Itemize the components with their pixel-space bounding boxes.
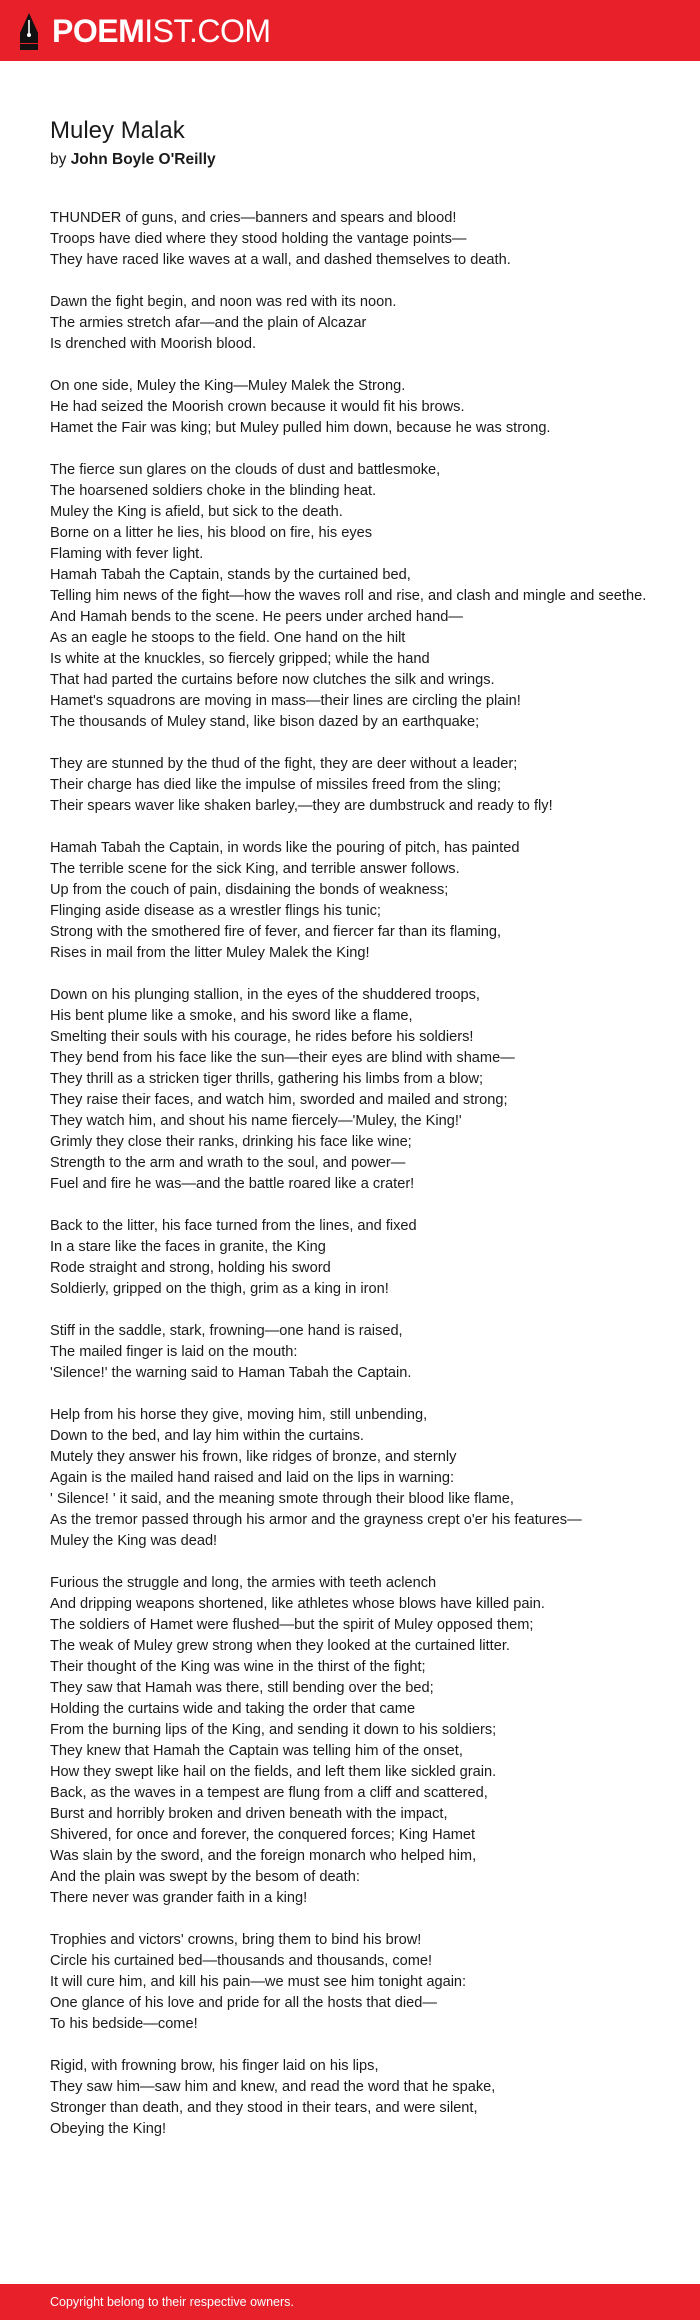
poem-title: Muley Malak <box>50 117 185 144</box>
poem-line: And the plain was swept by the besom of death: <box>50 1869 360 1885</box>
poem-line: That had parted the curtains before now clutches the silk and wrings. <box>50 672 495 688</box>
poem-line: On one side, Muley the King—Muley Malek the Strong. <box>50 378 406 394</box>
poem-stanza <box>50 376 670 439</box>
poem-line: Burst and horribly broken and driven beneath with the impact, <box>50 1806 448 1822</box>
poem-line: Stronger than death, and they stood in their tears, and were silent, <box>50 2100 478 2116</box>
poem-stanza <box>50 2056 670 2140</box>
poem-line: As an eagle he stoops to the field. One hand on the hilt <box>50 630 406 646</box>
poem-line: Borne on a litter he lies, his blood on fire, his eyes <box>50 525 373 541</box>
poem-line: Hamah Tabah the Captain, stands by the curtained bed, <box>50 567 411 583</box>
byline-prefix: by <box>50 151 67 168</box>
poem-line: Is drenched with Moorish blood. <box>50 336 257 352</box>
poem-stanza <box>50 208 670 271</box>
poem-line: They have raced like waves at a wall, and dashed themselves to death. <box>50 252 511 268</box>
poem-line: Was slain by the sword, and the foreign monarch who helped him, <box>50 1848 477 1864</box>
poem-line: Hamah Tabah the Captain, in words like the pouring of pitch, has painted <box>50 840 520 856</box>
poem-line: They knew that Hamah the Captain was telling him of the onset, <box>50 1743 463 1759</box>
poem-stanza <box>50 1930 670 2035</box>
poem-line: The hoarsened soldiers choke in the blinding heat. <box>50 483 377 499</box>
poem-stanza <box>50 985 670 1195</box>
poem-line: In a stare like the faces in granite, the King <box>50 1239 326 1255</box>
poem-line: Is white at the knuckles, so fiercely gripped; while the hand <box>50 651 430 667</box>
poem-line: Trophies and victors' crowns, bring them to bind his brow! <box>50 1932 422 1948</box>
poem-line: As the tremor passed through his armor and the grayness crept o'er his features— <box>50 1512 582 1528</box>
poem-line: Shivered, for once and forever, the conquered forces; King Hamet <box>50 1827 476 1843</box>
poem-line: They watch him, and shout his name fiercely—'Muley, the King!' <box>50 1113 462 1129</box>
site-logo-text <box>52 11 271 51</box>
poem-line: Mutely they answer his frown, like ridges of bronze, and sternly <box>50 1449 457 1465</box>
poem-line: It will cure him, and kill his pain—we must see him tonight again: <box>50 1974 467 1990</box>
poem-line: Telling him news of the fight—how the waves roll and rise, and clash and mingle and seethe. <box>50 588 647 604</box>
poem-line: Down to the bed, and lay him within the curtains. <box>50 1428 364 1444</box>
poem-stanza <box>50 1405 670 1552</box>
poem-line: THUNDER of guns, and cries—banners and spears and blood! <box>50 210 457 226</box>
poem-line: Rises in mail from the litter Muley Malek the King! <box>50 945 370 961</box>
pen-nib-icon <box>17 11 41 51</box>
poem-line: And dripping weapons shortened, like athletes whose blows have killed pain. <box>50 1596 545 1612</box>
poem-line: He had seized the Moorish crown because it would fit his brows. <box>50 399 465 415</box>
footer-copyright: Copyright belong to their respective owners. <box>50 2295 294 2309</box>
poem-line: The fierce sun glares on the clouds of dust and battlesmoke, <box>50 462 441 478</box>
poem-line: Strength to the arm and wrath to the soul, and power— <box>50 1155 406 1171</box>
poem-line: Again is the mailed hand raised and laid on the lips in warning: <box>50 1470 455 1486</box>
poem-line: Muley the King is afield, but sick to the death. <box>50 504 343 520</box>
logo-bold-text: POEM <box>52 13 145 49</box>
poem-line: Rigid, with frowning brow, his finger laid on his lips, <box>50 2058 379 2074</box>
poem-line: The armies stretch afar—and the plain of Alcazar <box>50 315 367 331</box>
poem-content <box>50 116 670 2161</box>
site-logo[interactable] <box>17 11 271 51</box>
poem-line: 'Silence!' the warning said to Haman Tabah the Captain. <box>50 1365 412 1381</box>
poem-line: Their thought of the King was wine in the thirst of the fight; <box>50 1659 426 1675</box>
poem-line: Hamet's squadrons are moving in mass—their lines are circling the plain! <box>50 693 521 709</box>
footer-bar <box>0 2284 700 2320</box>
poem-line: The mailed finger is laid on the mouth: <box>50 1344 298 1360</box>
poem-stanza <box>50 1321 670 1384</box>
logo-light-text: IST.COM <box>144 13 271 49</box>
poem-line: And Hamah bends to the scene. He peers under arched hand— <box>50 609 463 625</box>
poem-line: Back to the litter, his face turned from the lines, and fixed <box>50 1218 417 1234</box>
poem-line: There never was grander faith in a king! <box>50 1890 308 1906</box>
poem-line: Hamet the Fair was king; but Muley pulled him down, because he was strong. <box>50 420 551 436</box>
poem-line: The thousands of Muley stand, like bison dazed by an earthquake; <box>50 714 480 730</box>
poem-line: Their spears waver like shaken barley,—they are dumbstruck and ready to fly! <box>50 798 553 814</box>
poem-line: Back, as the waves in a tempest are flung from a cliff and scattered, <box>50 1785 488 1801</box>
poem-line: Rode straight and strong, holding his sword <box>50 1260 331 1276</box>
poem-stanza <box>50 460 670 733</box>
poem-line: Troops have died where they stood holding the vantage points— <box>50 231 467 247</box>
poem-line: His bent plume like a smoke, and his sword like a flame, <box>50 1008 413 1024</box>
poem-stanza <box>50 1573 670 1909</box>
poem-line: The terrible scene for the sick King, and terrible answer follows. <box>50 861 460 877</box>
poem-line: Stiff in the saddle, stark, frowning—one hand is raised, <box>50 1323 403 1339</box>
poem-line: Flinging aside disease as a wrestler flings his tunic; <box>50 903 381 919</box>
poem-line: They are stunned by the thud of the fight, they are deer without a leader; <box>50 756 518 772</box>
poem-line: How they swept like hail on the fields, and left them like sickled grain. <box>50 1764 497 1780</box>
poem-line: Flaming with fever light. <box>50 546 204 562</box>
poem-line: Furious the struggle and long, the armies with teeth aclench <box>50 1575 437 1591</box>
poem-stanza <box>50 838 670 964</box>
poem-stanza <box>50 292 670 355</box>
poem-line: One glance of his love and pride for all the hosts that died— <box>50 1995 437 2011</box>
poem-line: They thrill as a stricken tiger thrills, gathering his limbs from a blow; <box>50 1071 484 1087</box>
poem-line: Obeying the King! <box>50 2121 167 2137</box>
poem-line: ' Silence! ' it said, and the meaning smote through their blood like flame, <box>50 1491 514 1507</box>
poem-line: They bend from his face like the sun—their eyes are blind with shame— <box>50 1050 515 1066</box>
poem-line: Fuel and fire he was—and the battle roared like a crater! <box>50 1176 415 1192</box>
top-header-bar <box>0 0 700 61</box>
poem-byline <box>50 150 670 170</box>
poem-line: Their charge has died like the impulse of missiles freed from the sling; <box>50 777 501 793</box>
poem-line: Strong with the smothered fire of fever, and fiercer far than its flaming, <box>50 924 502 940</box>
poem-stanza <box>50 754 670 817</box>
poem-line: They raise their faces, and watch him, sworded and mailed and strong; <box>50 1092 508 1108</box>
poem-line: Down on his plunging stallion, in the eyes of the shuddered troops, <box>50 987 480 1003</box>
poem-line: Up from the couch of pain, disdaining the bonds of weakness; <box>50 882 449 898</box>
poem-line: Smelting their souls with his courage, he rides before his soldiers! <box>50 1029 474 1045</box>
poem-line: The weak of Muley grew strong when they looked at the curtained litter. <box>50 1638 510 1654</box>
poem-line: From the burning lips of the King, and sending it down to his soldiers; <box>50 1722 497 1738</box>
poem-body <box>50 208 670 2140</box>
poem-author[interactable]: John Boyle O'Reilly <box>70 151 216 168</box>
poem-line: Grimly they close their ranks, drinking his face like wine; <box>50 1134 412 1150</box>
poem-line: Muley the King was dead! <box>50 1533 218 1549</box>
poem-line: Dawn the fight begin, and noon was red with its noon. <box>50 294 397 310</box>
poem-line: Circle his curtained bed—thousands and thousands, come! <box>50 1953 433 1969</box>
poem-stanza <box>50 1216 670 1300</box>
poem-line: Holding the curtains wide and taking the order that came <box>50 1701 416 1717</box>
poem-line: Soldierly, gripped on the thigh, grim as a king in iron! <box>50 1281 389 1297</box>
poem-line: Help from his horse they give, moving him, still unbending, <box>50 1407 428 1423</box>
poem-line: They saw him—saw him and knew, and read the word that he spake, <box>50 2079 496 2095</box>
poem-line: They saw that Hamah was there, still bending over the bed; <box>50 1680 434 1696</box>
poem-line: To his bedside—come! <box>50 2016 198 2032</box>
poem-line: The soldiers of Hamet were flushed—but the spirit of Muley opposed them; <box>50 1617 534 1633</box>
